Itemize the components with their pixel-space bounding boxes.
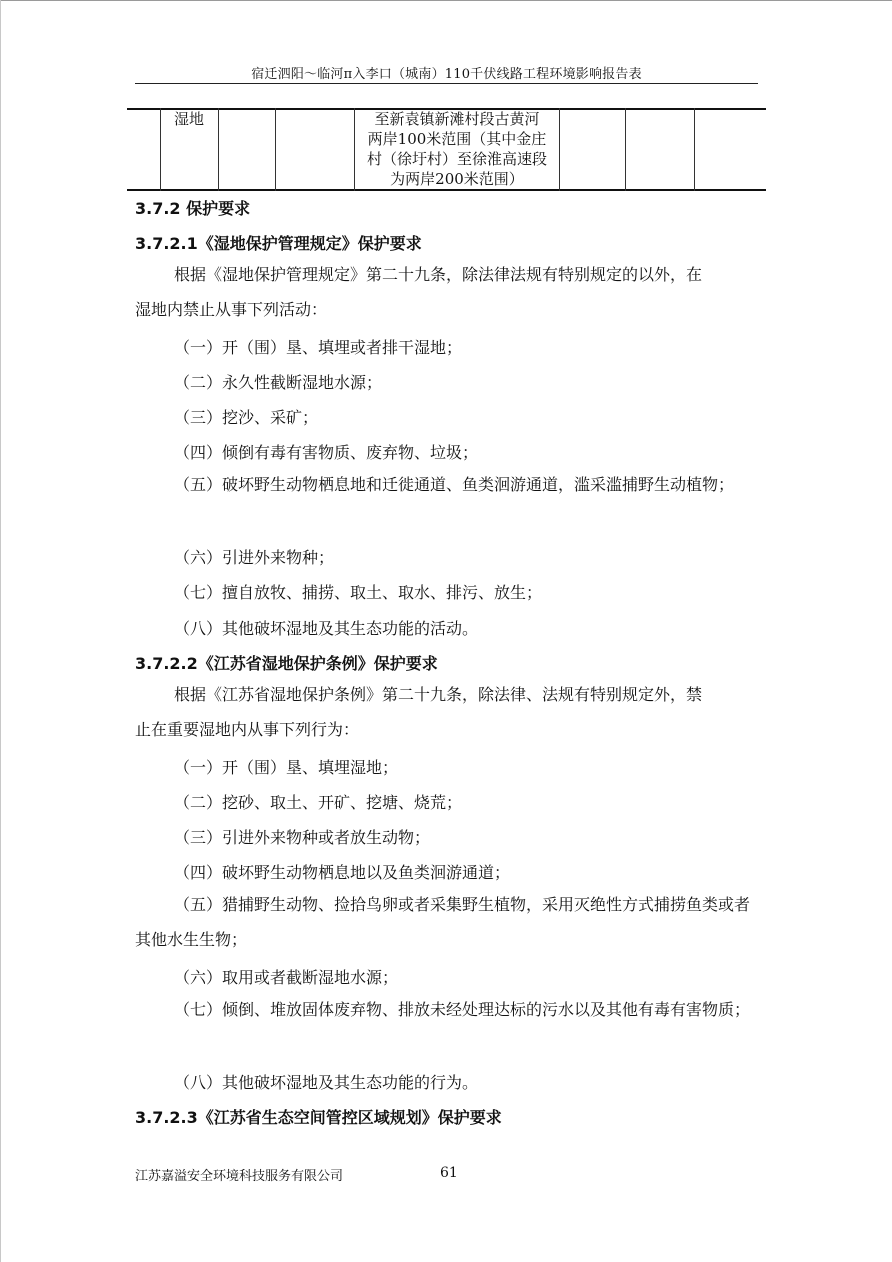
table-column-divider	[218, 108, 219, 191]
protected-area-table	[127, 108, 766, 191]
page-left-edge	[0, 0, 1, 1262]
list-item: （三）挖沙、采矿；	[174, 408, 319, 427]
table-column-divider	[160, 108, 161, 191]
list-item: （二）永久性截断湿地水源；	[174, 373, 383, 392]
list-item: （一）开（围）垦、填埋或者排干湿地；	[174, 338, 463, 357]
paragraph-intro-line: 根据《江苏省湿地保护条例》第二十九条，除法律、法规有特别规定外，禁	[174, 685, 703, 704]
table-cell-range-line: 村（徐圩村）至徐淮高速段	[366, 150, 547, 168]
table-cell-range-line: 为两岸200米范围）	[390, 170, 524, 188]
list-item: （五）猎捕野生动物、捡拾鸟卵或者采集野生植物，采用灭绝性方式捕捞鱼类或者其他水生生物；	[135, 895, 751, 949]
list-item: （八）其他破坏湿地及其生态功能的行为。	[174, 1073, 479, 1092]
list-item: （四）倾倒有毒有害物质、废弃物、垃圾；	[174, 443, 479, 462]
table-cell-range-line: 两岸100米范围（其中金庄	[367, 130, 547, 148]
list-item: （四）破坏野生动物栖息地以及鱼类洄游通道；	[174, 863, 511, 882]
footer-company-name: 江苏嘉溢安全环境科技服务有限公司	[135, 1169, 344, 1184]
list-item: （六）引进外来物种；	[174, 548, 335, 567]
table-cell-range-line: 至新袁镇新滩村段古黄河	[374, 110, 540, 128]
table-column-divider	[275, 108, 276, 191]
list-item: （二）挖砂、取土、开矿、挖塘、烧荒；	[174, 793, 463, 812]
table-column-divider	[559, 108, 560, 191]
section-heading-3-7-2-3: 3.7.2.3《江苏省生态空间管控区域规划》保护要求	[135, 1108, 502, 1127]
running-header-title: 宿迁泗阳～临河π入李口（城南）110千伏线路工程环境影响报告表	[251, 67, 642, 82]
table-column-divider	[694, 108, 695, 191]
list-item: （六）取用或者截断湿地水源；	[174, 968, 399, 987]
list-item: （一）开（围）垦、填埋湿地；	[174, 758, 399, 777]
table-bottom-border	[127, 189, 766, 191]
list-item: （五）破坏野生动物栖息地和迁徙通道、鱼类洄游通道，滥采滥捕野生动植物；	[174, 475, 735, 494]
page-top-edge	[0, 0, 892, 1]
list-item: （八）其他破坏湿地及其生态功能的活动。	[174, 619, 479, 638]
list-item: （三）引进外来物种或者放生动物；	[174, 828, 431, 847]
table-column-divider	[625, 108, 626, 191]
section-heading-3-7-2-2: 3.7.2.2《江苏省湿地保护条例》保护要求	[135, 654, 438, 673]
table-cell-range	[355, 109, 559, 189]
table-cell-type: 湿地	[174, 110, 205, 128]
list-item: （七）倾倒、堆放固体废弃物、排放未经处理达标的污水以及其他有毒有害物质；	[174, 1000, 751, 1019]
section-heading-3-7-2: 3.7.2 保护要求	[135, 199, 251, 218]
list-item: （七）擅自放牧、捕捞、取土、取水、排污、放生；	[174, 583, 543, 602]
paragraph-intro-line: 湿地内禁止从事下列活动：	[135, 300, 328, 319]
paragraph-intro-line: 止在重要湿地内从事下列行为：	[135, 720, 360, 739]
section-heading-3-7-2-1: 3.7.2.1《湿地保护管理规定》保护要求	[135, 234, 422, 253]
paragraph-intro-line: 根据《湿地保护管理规定》第二十九条，除法律法规有特别规定的以外，在	[174, 265, 703, 284]
page-number: 61	[440, 1165, 458, 1181]
header-rule	[135, 83, 758, 84]
